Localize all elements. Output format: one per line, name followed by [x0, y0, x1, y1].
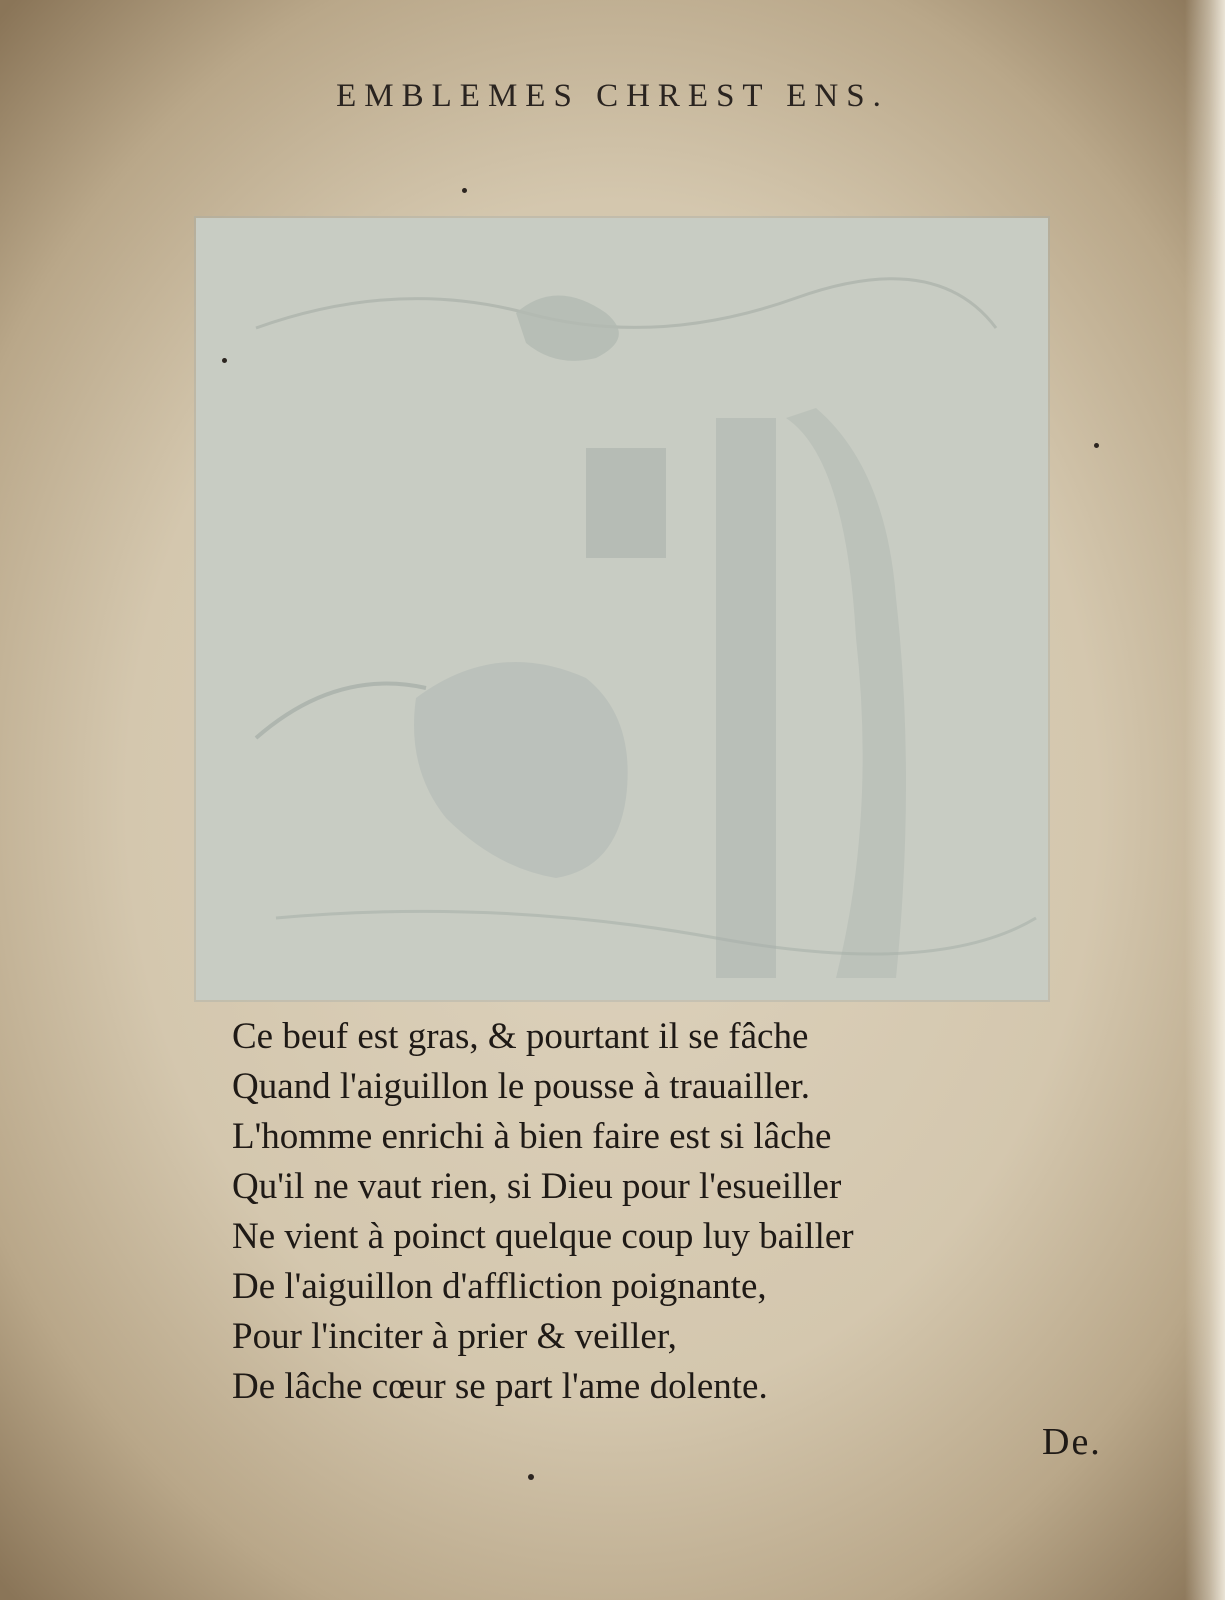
emblem-illustration [196, 218, 1048, 1000]
verse-line: Pour l'inciter à prier & veiller, [232, 1316, 677, 1357]
verse-line: Qu'il ne vaut rien, si Dieu pour l'esueiller [232, 1166, 842, 1207]
ink-speck [528, 1474, 534, 1480]
ink-speck [462, 188, 467, 193]
verse-line: De lâche cœur se part l'ame dolente. [232, 1366, 768, 1407]
catchword: De. [1042, 1421, 1102, 1463]
emblem-engraving-icon [196, 218, 1048, 1000]
page-edge [1185, 0, 1225, 1600]
emblem-verse [232, 1012, 992, 1412]
verse-line: L'homme enrichi à bien faire est si lâche [232, 1116, 832, 1157]
verse-line: Ne vient à poinct quelque coup luy bailler [232, 1216, 854, 1257]
ink-speck [222, 358, 227, 363]
verse-line: De l'aiguillon d'affliction poignante, [232, 1266, 767, 1307]
verse-line: Quand l'aiguillon le pousse à trauailler. [232, 1066, 810, 1107]
running-head: EMBLEMES CHREST ENS. [336, 78, 889, 114]
verse-line: Ce beuf est gras, & pourtant il se fâche [232, 1016, 809, 1057]
ink-speck [1094, 443, 1099, 448]
